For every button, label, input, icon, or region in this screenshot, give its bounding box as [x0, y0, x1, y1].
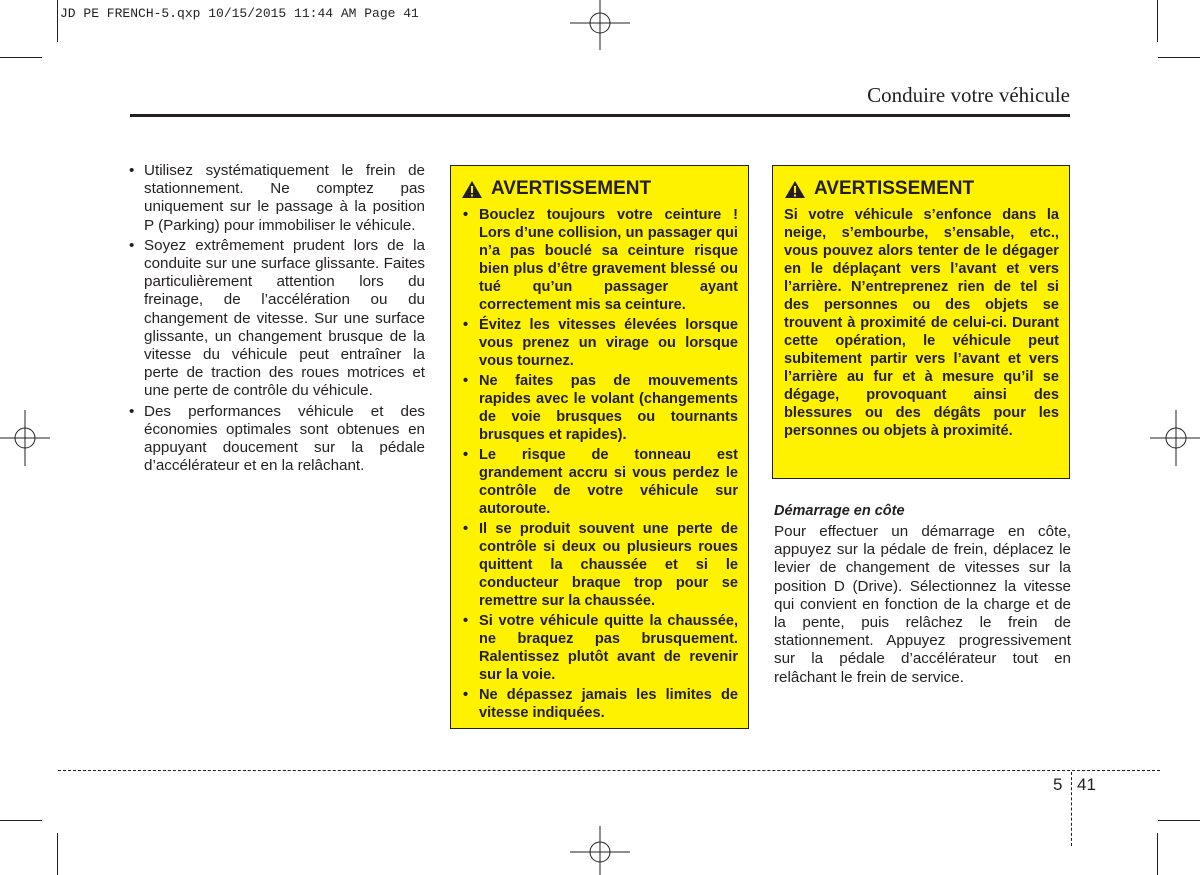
list-item: • Soyez extrêmement prudent lors de la conduite sur une surface glissante. Faites particulièrement attention lors du freinage, de l’accélération ou du changement de vitesse. Sur une surface glissante, un changement brusque de la vitesse du véhicule peut entraîner la perte de traction des roues motrices et une perte de contrôle du véhicule.	[128, 237, 425, 401]
list-item: • Le risque de tonneau est grandement accru si vous perdez le contrôle de votre véhicule sur autoroute.	[461, 446, 738, 518]
list-item: • Évitez les vitesses élevées lorsque vous prenez un virage ou lorsque vous tournez.	[461, 316, 738, 370]
footer-rule	[58, 770, 1160, 771]
registration-mark-icon	[1150, 410, 1200, 466]
crop-mark	[1157, 833, 1158, 875]
warning-triangle-icon	[784, 180, 806, 199]
crop-mark	[0, 820, 42, 821]
list-item: • Utilisez systématiquement le frein de stationnement. Ne comptez pas uniquement sur le passage à la position P (Parking) pour immobiliser le véhicule.	[128, 162, 425, 235]
warning-triangle-icon	[461, 180, 483, 199]
crop-mark	[57, 833, 58, 875]
warning-list	[461, 206, 738, 722]
print-slug: JD PE FRENCH-5.qxp 10/15/2015 11:44 AM Page 41	[60, 6, 419, 21]
page-number: 41	[1077, 775, 1096, 794]
registration-mark-icon	[0, 410, 50, 466]
list-item: • Bouclez toujours votre ceinture ! Lors d’une collision, un passager qui n’a pas bouclé sa ceinture risque bien plus d’être gravement blessé ou tué qu’un passager ayant correctement mis sa ceinture.	[461, 206, 738, 314]
chapter-title: Conduire votre véhicule	[867, 83, 1070, 107]
section-body: Pour effectuer un démarrage en côte, appuyez sur la pédale de frein, déplacez le levier de changement de vitesses sur la position D (Drive). Sélectionnez la vitesse qui convient en fonction de la charge et de la pente, puis relâchez le frein de stationnement. Appuyez progressivement sur la pédale d’accélérateur tout en relâchant le frein de service.	[774, 523, 1071, 686]
warning-box-stuck-vehicle	[772, 165, 1070, 479]
crop-mark	[1158, 57, 1200, 58]
list-item: • Ne faites pas de mouvements rapides avec le volant (changements de voie brusques ou tournants brusques et rapides).	[461, 372, 738, 444]
section-heading: Démarrage en côte	[774, 503, 905, 519]
list-item: • Ne dépassez jamais les limites de vitesse indiquées.	[461, 686, 738, 722]
crop-mark	[57, 0, 58, 42]
crop-mark	[0, 57, 42, 58]
warning-title: AVERTISSEMENT	[814, 178, 975, 199]
registration-mark-icon	[570, 826, 630, 875]
header-rule	[130, 114, 1070, 117]
crop-mark	[1157, 0, 1158, 42]
bullet-list	[128, 162, 425, 475]
warning-box-seatbelt	[450, 165, 749, 729]
warning-text: Si votre véhicule s’enfonce dans la neige, s’embourbe, s’ensable, etc., vous pouvez alors tenter de le dégager en le déplaçant vers l’avant et vers l’arrière. N’entreprenez rien de tel si des personnes ou des objets se trouvent à proximité de celui-ci. Durant cette opération, le véhicule peut subitement partir vers l’avant et vers l’arrière au fur et à mesure qu’il se dégage, provoquant ainsi des blessures ou des dégâts pour les personnes ou objets à proximité.	[784, 207, 1059, 439]
left-column	[128, 162, 425, 477]
warning-header	[784, 178, 1059, 200]
page-number-divider	[1071, 772, 1073, 846]
chapter-number: 5	[1053, 775, 1063, 794]
list-item: • Il se produit souvent une perte de contrôle si deux ou plusieurs roues quittent la chaussée et si le conducteur braque trop pour se remettre sur la chaussée.	[461, 520, 738, 610]
list-item: • Si votre véhicule quitte la chaussée, ne braquez pas brusquement. Ralentissez plutôt avant de revenir sur la voie.	[461, 612, 738, 684]
warning-header	[461, 178, 738, 200]
crop-mark	[1158, 820, 1200, 821]
list-item: • Des performances véhicule et des économies optimales sont obtenues en appuyant doucement sur la pédale d’accélérateur et en la relâchant.	[128, 403, 425, 476]
warning-title: AVERTISSEMENT	[491, 178, 652, 199]
registration-mark-icon	[570, 0, 630, 50]
